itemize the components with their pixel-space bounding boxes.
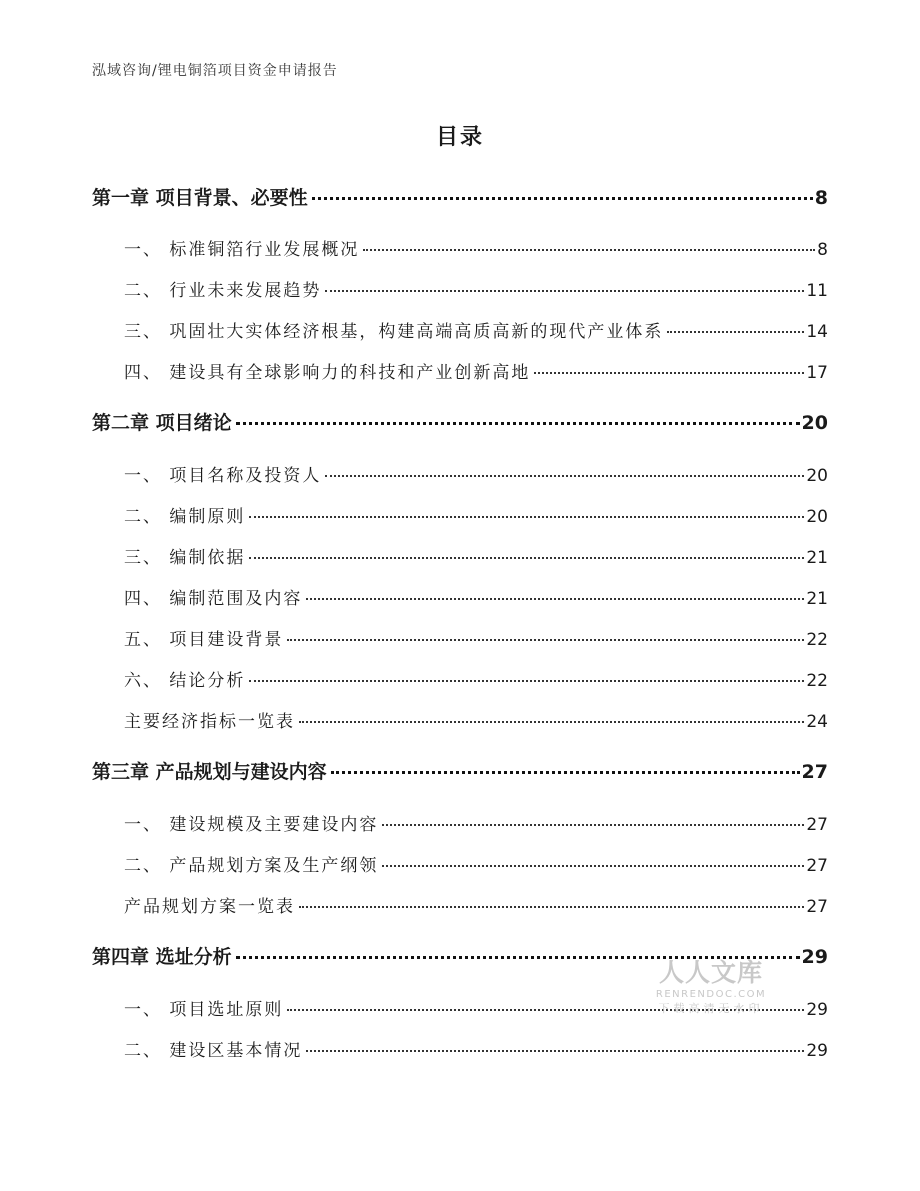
dot-leader [667, 331, 804, 333]
toc-entry-chapter-2[interactable] [92, 408, 828, 435]
toc-entry-page: 21 [806, 589, 828, 609]
toc-entry-label: 一、 项目名称及投资人 [124, 466, 322, 486]
toc-entry-label: 主要经济指标一览表 [124, 712, 295, 732]
dot-leader [306, 1050, 804, 1052]
toc-entry-page: 8 [814, 187, 828, 209]
toc-entry-label: 一、 建设规模及主要建设内容 [124, 815, 379, 835]
toc-entry-label: 六、 结论分析 [124, 671, 246, 691]
toc-entry-section[interactable] [124, 851, 828, 876]
toc-entry-label: 第四章 选址分析 [92, 946, 232, 968]
toc-entry-label: 三、 编制依据 [124, 548, 246, 568]
toc-entry-page: 22 [806, 630, 828, 650]
toc-entry-page: 20 [801, 412, 828, 434]
toc-entry-chapter-3[interactable] [92, 757, 828, 784]
dot-leader [236, 422, 800, 425]
toc-entry-page: 27 [806, 856, 828, 876]
watermark-main-text: 人人文库 [658, 958, 763, 987]
dot-leader [331, 771, 800, 774]
toc-entry-label: 五、 项目建设背景 [124, 630, 284, 650]
toc-entry-section[interactable] [124, 1036, 828, 1061]
toc-entry-section[interactable] [124, 276, 828, 301]
watermark-site-text: RENRENDOC.COM [655, 989, 767, 1000]
toc-entry-chapter-1[interactable] [92, 183, 828, 210]
watermark-logo [648, 958, 774, 1016]
toc-entry-section[interactable] [124, 892, 828, 917]
toc-entry-section[interactable] [124, 810, 828, 835]
toc-entry-section[interactable] [124, 543, 828, 568]
dot-leader [299, 721, 804, 723]
toc-entry-section[interactable] [124, 625, 828, 650]
toc-entry-page: 22 [806, 671, 828, 691]
toc-entry-label: 第三章 产品规划与建设内容 [92, 761, 327, 783]
toc-entry-label: 第二章 项目绪论 [92, 412, 232, 434]
dot-leader [363, 249, 815, 251]
toc-entry-section[interactable] [124, 707, 828, 732]
dot-leader [325, 290, 804, 292]
toc-entry-page: 17 [806, 363, 828, 383]
toc-entry-section[interactable] [124, 502, 828, 527]
toc-entry-label: 二、 编制原则 [124, 507, 246, 527]
running-header: 泓域咨询/锂电铜箔项目资金申请报告 [92, 63, 338, 79]
watermark-sub-text: 下载高清无水印 [658, 1002, 764, 1015]
dot-leader [249, 680, 804, 682]
toc-entry-page: 20 [806, 507, 828, 527]
dot-leader [306, 598, 804, 600]
toc-entry-page: 20 [806, 466, 828, 486]
toc-entry-page: 21 [806, 548, 828, 568]
dot-leader [534, 372, 804, 374]
toc-entry-page: 29 [801, 946, 828, 968]
toc-entry-section[interactable] [124, 317, 828, 342]
toc-entry-section[interactable] [124, 358, 828, 383]
toc-entry-label: 二、 产品规划方案及生产纲领 [124, 856, 379, 876]
toc-entry-page: 27 [806, 897, 828, 917]
toc-entry-label: 一、 标准铜箔行业发展概况 [124, 240, 360, 260]
toc-title: 目录 [435, 125, 484, 150]
toc-entry-label: 产品规划方案一览表 [124, 897, 295, 917]
toc-entry-section[interactable] [124, 584, 828, 609]
toc-entry-label: 三、 巩固壮大实体经济根基，构建高端高质高新的现代产业体系 [124, 322, 664, 342]
toc-entry-label: 二、 行业未来发展趋势 [124, 281, 322, 301]
toc-entry-page: 24 [806, 712, 828, 732]
toc-entry-page: 29 [806, 1041, 828, 1061]
toc-entry-section[interactable] [124, 666, 828, 691]
dot-leader [325, 475, 804, 477]
toc-entry-page: 27 [801, 761, 828, 783]
dot-leader [287, 639, 804, 641]
toc-entry-page: 14 [806, 322, 828, 342]
dot-leader [299, 906, 804, 908]
dot-leader [249, 557, 804, 559]
toc-entry-page: 29 [806, 1000, 828, 1020]
toc-entry-label: 二、 建设区基本情况 [124, 1041, 303, 1061]
dot-leader [382, 824, 804, 826]
toc-entry-label: 四、 编制范围及内容 [124, 589, 303, 609]
toc-entry-page: 8 [817, 240, 828, 260]
toc-entry-page: 27 [806, 815, 828, 835]
dot-leader [312, 197, 813, 200]
toc-entry-page: 11 [806, 281, 828, 301]
toc-entry-label: 四、 建设具有全球影响力的科技和产业创新高地 [124, 363, 531, 383]
toc-entry-section[interactable] [124, 235, 828, 260]
toc-entry-label: 一、 项目选址原则 [124, 1000, 284, 1020]
dot-leader [249, 516, 804, 518]
dot-leader [382, 865, 804, 867]
toc-entry-label: 第一章 项目背景、必要性 [92, 187, 308, 209]
toc-entry-section[interactable] [124, 461, 828, 486]
